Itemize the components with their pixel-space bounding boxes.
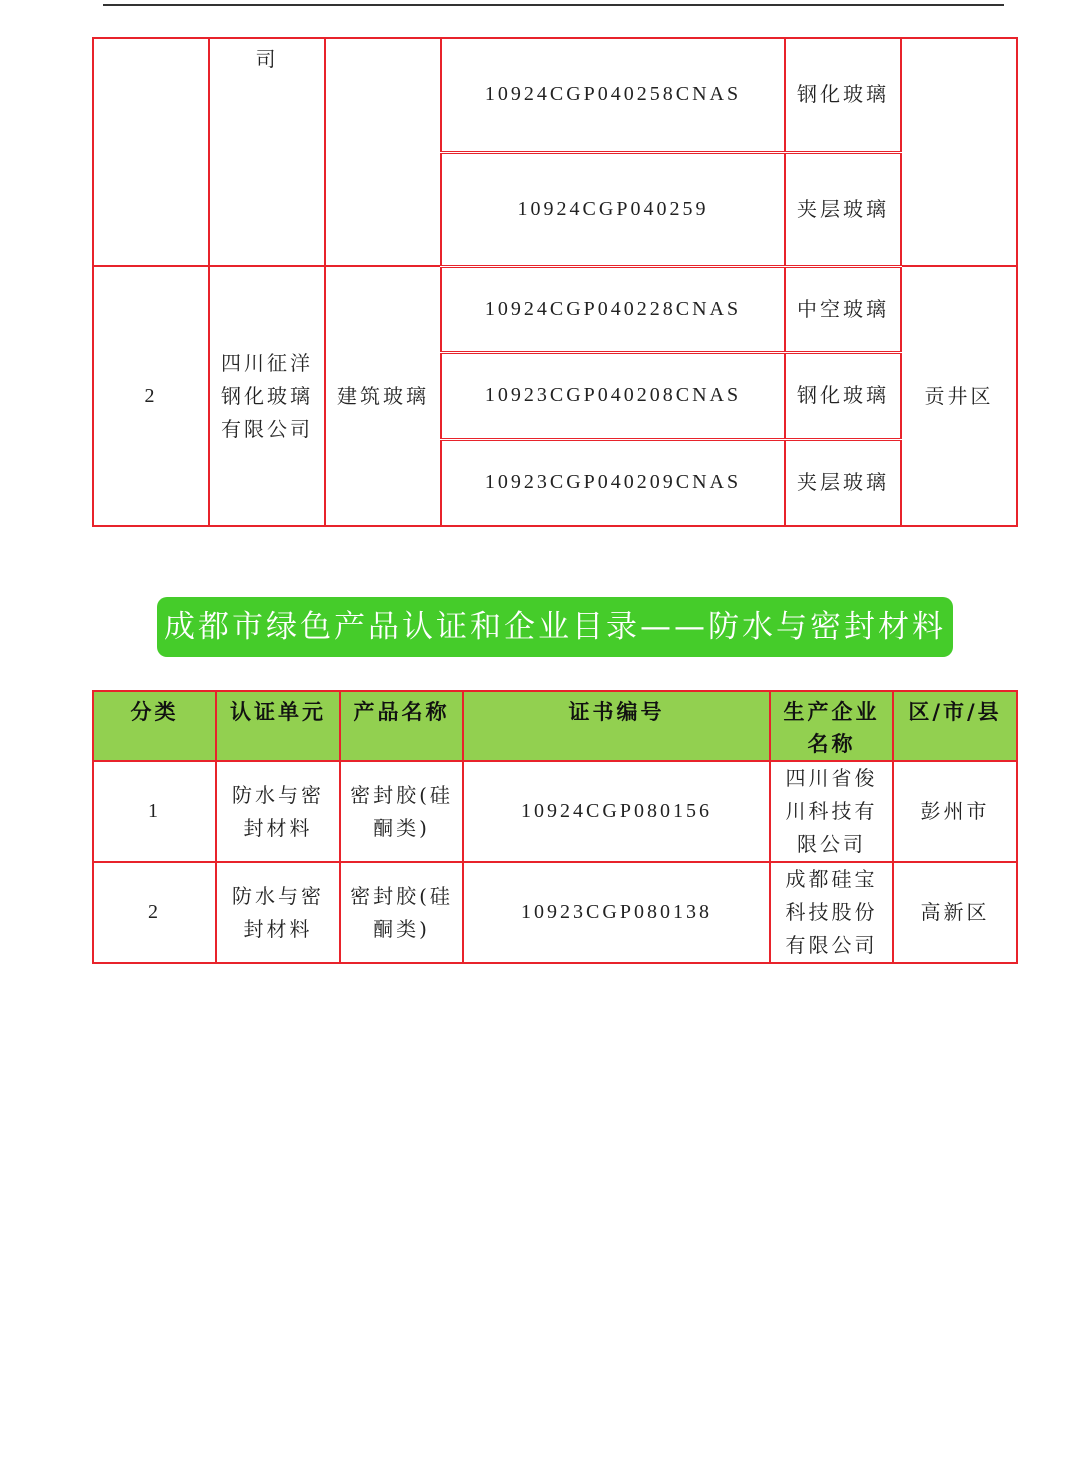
company-name-line: 有限公司 bbox=[785, 933, 878, 957]
district-cell: 彭州市 bbox=[893, 761, 1017, 862]
unit-line: 封材料 bbox=[243, 916, 313, 941]
company-name-line: 四川省俊 bbox=[785, 766, 878, 790]
product-name: 中空玻璃 bbox=[785, 266, 901, 352]
company-name-line: 有限公司 bbox=[221, 416, 313, 441]
unit-line: 防水与密 bbox=[232, 883, 324, 908]
index-cell: 2 bbox=[93, 862, 216, 963]
company-name-line: 限公司 bbox=[797, 832, 866, 856]
product-line: 酮类) bbox=[373, 916, 430, 941]
company-name-line: 成都硅宝 bbox=[785, 867, 878, 891]
table-row bbox=[93, 761, 1017, 862]
glass-products-table bbox=[92, 37, 1018, 527]
company-cell bbox=[770, 862, 893, 963]
product-line: 密封胶(硅 bbox=[350, 883, 453, 908]
unit-cell bbox=[325, 38, 441, 266]
header-district: 区/市/县 bbox=[893, 691, 1017, 761]
cert-number: 10924CGP080156 bbox=[463, 761, 770, 862]
district-cell: 贡井区 bbox=[901, 266, 1017, 526]
header-unit: 认证单元 bbox=[216, 691, 340, 761]
header-company bbox=[770, 691, 893, 761]
product-line: 酮类) bbox=[373, 815, 430, 840]
cert-number: 10924CGP040259 bbox=[441, 152, 785, 266]
product-line: 密封胶(硅 bbox=[350, 782, 453, 807]
header-category: 分类 bbox=[93, 691, 216, 761]
index-cell: 1 bbox=[93, 761, 216, 862]
product-name: 钢化玻璃 bbox=[785, 352, 901, 439]
table-header-row bbox=[93, 691, 1017, 761]
section-banner: 成都市绿色产品认证和企业目录——防水与密封材料 bbox=[157, 597, 953, 657]
cert-number: 10924CGP040228CNAS bbox=[441, 266, 785, 352]
product-name: 夹层玻璃 bbox=[785, 152, 901, 266]
table-row bbox=[93, 266, 1017, 352]
product-cell bbox=[340, 862, 463, 963]
table-row bbox=[93, 862, 1017, 963]
cert-number: 10923CGP080138 bbox=[463, 862, 770, 963]
top-rule bbox=[103, 4, 1004, 6]
cert-number: 10923CGP040208CNAS bbox=[441, 352, 785, 439]
index-cell bbox=[93, 38, 209, 266]
product-name: 钢化玻璃 bbox=[785, 38, 901, 152]
cert-number: 10923CGP040209CNAS bbox=[441, 439, 785, 526]
waterproof-materials-table bbox=[92, 690, 1018, 964]
header-cert: 证书编号 bbox=[463, 691, 770, 761]
company-name-line: 川科技有 bbox=[785, 799, 878, 823]
cert-number: 10924CGP040258CNAS bbox=[441, 38, 785, 152]
product-name: 夹层玻璃 bbox=[785, 439, 901, 526]
header-company-line: 生产企业 bbox=[783, 700, 880, 724]
company-cell bbox=[209, 38, 325, 266]
unit-line: 封材料 bbox=[243, 815, 313, 840]
company-name-line: 钢化玻璃 bbox=[221, 383, 313, 408]
company-cell bbox=[770, 761, 893, 862]
header-product: 产品名称 bbox=[340, 691, 463, 761]
unit-cell bbox=[216, 761, 340, 862]
company-name-tail: 司 bbox=[255, 47, 279, 71]
unit-cell: 建筑玻璃 bbox=[325, 266, 441, 526]
unit-cell bbox=[216, 862, 340, 963]
unit-line: 防水与密 bbox=[232, 782, 324, 807]
header-company-line: 名称 bbox=[807, 732, 856, 756]
district-cell: 高新区 bbox=[893, 862, 1017, 963]
company-name-line: 四川征洋 bbox=[221, 350, 313, 375]
company-name-line: 科技股份 bbox=[785, 900, 878, 924]
company-cell bbox=[209, 266, 325, 526]
district-cell bbox=[901, 38, 1017, 266]
table-row bbox=[93, 38, 1017, 152]
product-cell bbox=[340, 761, 463, 862]
index-cell: 2 bbox=[93, 266, 209, 526]
